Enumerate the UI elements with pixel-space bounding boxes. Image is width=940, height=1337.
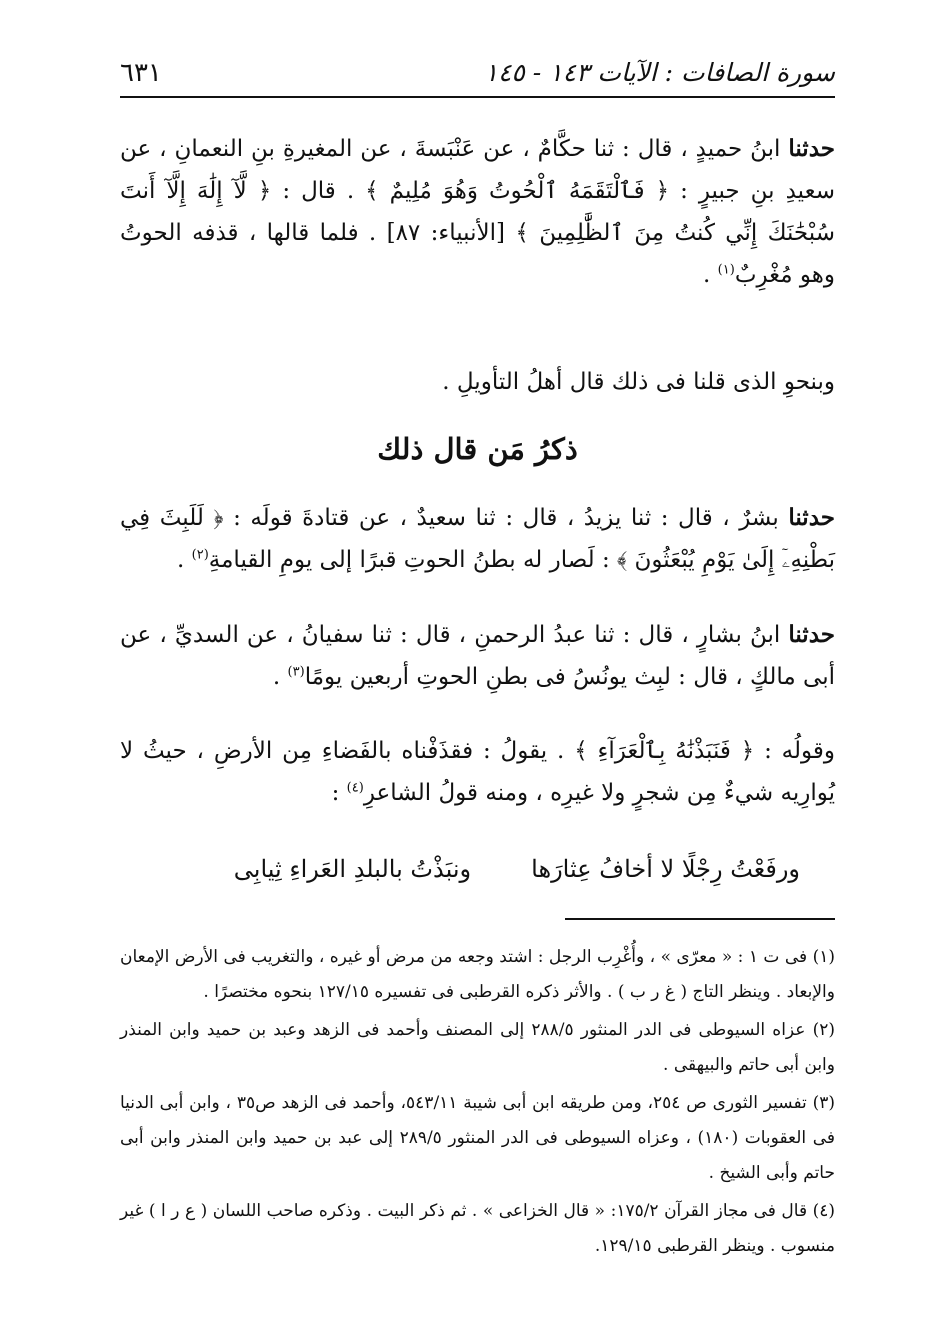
paragraph-text: وبنحوِ الذى قلنا فى ذلك قال أهلُ التأويلِ . bbox=[442, 369, 835, 395]
footnotes-section bbox=[120, 940, 835, 1267]
footnote-marker: (١) bbox=[717, 262, 735, 278]
paragraph-lead-word: حدثنا bbox=[788, 135, 835, 162]
paragraph-text: وقولُه : ﴿ فَنَبَذْنَٰهُ بِٱلْعَرَآءِ ﴾ . يقولُ : فقذَفْناه بالفَضاءِ مِن الأرضِ ، حيثُ لا يُوارِيه شيءٌ مِن شجرٍ ولا غيرِه ، ومنه قولُ الشاعرِ bbox=[120, 738, 835, 806]
paragraph-end: . bbox=[272, 664, 288, 690]
page-number: ٦٣١ bbox=[120, 58, 162, 88]
paragraph-verse-commentary bbox=[120, 730, 835, 814]
footnote-divider bbox=[565, 918, 835, 920]
paragraph-end: . bbox=[703, 262, 718, 288]
page-header bbox=[120, 52, 835, 98]
paragraph-hadith-bishr bbox=[120, 497, 835, 581]
footnote-marker: (٢) bbox=[191, 547, 209, 563]
verse-first-hemistich: ورفَعْتُ رِجْلًا لا أخافُ عِثارَها bbox=[531, 855, 800, 883]
paragraph-lead-word: حدثنا bbox=[788, 504, 835, 531]
footnote-4: (٤) قال فى مجاز القرآن ١٧٥/٢: « قال الخزاعى » . ثم ذكر البيت . وذكره صاحب اللسان ( ع ر ا ) غير منسوب . وينظر القرطبى ١٢٩/١٥. bbox=[120, 1201, 836, 1256]
footnote-3: (٣) تفسير الثورى ص ٢٥٤، ومن طريقه ابن أبى شيبة ٥٤٣/١١، وأحمد فى الزهد ص٣٥ ، وابن أبى الدنيا فى العقوبات (١٨٠) ، وعزاه السيوطى فى الدر المنثور ٢٨٩/٥ إلى عبد بن حميد وابن المنذر وابن أبى حاتم وأبى الشيخ . bbox=[120, 1093, 835, 1183]
footnote-marker: (٤) bbox=[346, 780, 364, 796]
footnote-2: (٢) عزاه السيوطى فى الدر المنثور ٢٨٨/٥ إلى المصنف وأحمد فى الزهد وعبد بن حميد وابن المنذر وابن أبى حاتم والبيهقى . bbox=[120, 1020, 835, 1075]
paragraph-end: . bbox=[177, 547, 192, 573]
running-title: سورة الصافات : الآيات ١٤٣ - ١٤٥ bbox=[484, 58, 835, 87]
paragraph-hadith-ibn-humayd bbox=[120, 128, 835, 296]
paragraph-ahl-al-tawil bbox=[120, 361, 835, 403]
verse-second-hemistich: ونبَذْتُ بالبلدِ العَراءِ ثِيابِى bbox=[233, 855, 472, 883]
paragraph-lead-word: حدثنا bbox=[788, 621, 835, 648]
paragraph-text: ابنُ بشارٍ ، قال : ثنا عبدُ الرحمنِ ، قال : ثنا سفيانُ ، عن السديِّ ، عن أبى مالكٍ ، قال : لبِث يونُسُ فى بطنِ الحوتِ أربعين يومًا bbox=[120, 622, 835, 690]
footnote-marker: (٣) bbox=[287, 664, 305, 680]
paragraph-hadith-ibn-bashshar bbox=[120, 614, 835, 698]
section-heading: ذكرُ مَن قال ذلك bbox=[377, 432, 578, 466]
poetry-verse bbox=[190, 848, 800, 890]
paragraph-end: : bbox=[331, 780, 347, 806]
paragraph-text: بشرٌ ، قال : ثنا يزيدُ ، قال : ثنا سعيدٌ ، عن قتادةَ قولَه : ﴿ لَلَبِثَ فِي بَطْنِهِۦٓ إِلَىٰ يَوْمِ يُبْعَثُونَ ﴾ : لَصار له بطنُ الحوتِ قبرًا إلى يومِ القيامةِ bbox=[120, 505, 835, 573]
footnote-1: (١) فى ت ١ : « معرّى » ، وأُغْرِب الرجل : اشتد وجعه من مرض أو غيره ، والتغريب فى الأرض الإمعان والإبعاد . وينظر التاج ( غ ر ب ) . والأثر ذكره القرطبى فى تفسيره ١٢٧/١٥ بنحوه مختصرًا . bbox=[120, 947, 835, 1002]
paragraph-text: ابنُ حميدٍ ، قال : ثنا حكَّامٌ ، عن عَنْبَسةَ ، عن المغيرةِ بنِ النعمانِ ، عن سعيدِ بنِ جبيرٍ : ﴿ فَٱلْتَقَمَهُ ٱلْحُوتُ وَهُوَ مُلِيمٌ ﴾ . قال : ﴿ لَّآ إِلَٰهَ إِلَّآ أَنتَ سُبْحَٰنَكَ إِنِّي كُنتُ مِنَ ٱلظَّٰلِمِينَ ﴾ [الأنبياء: ٨٧] . فلما قالها ، قذفه الحوتُ وهو مُغْرِبٌ bbox=[120, 136, 835, 288]
